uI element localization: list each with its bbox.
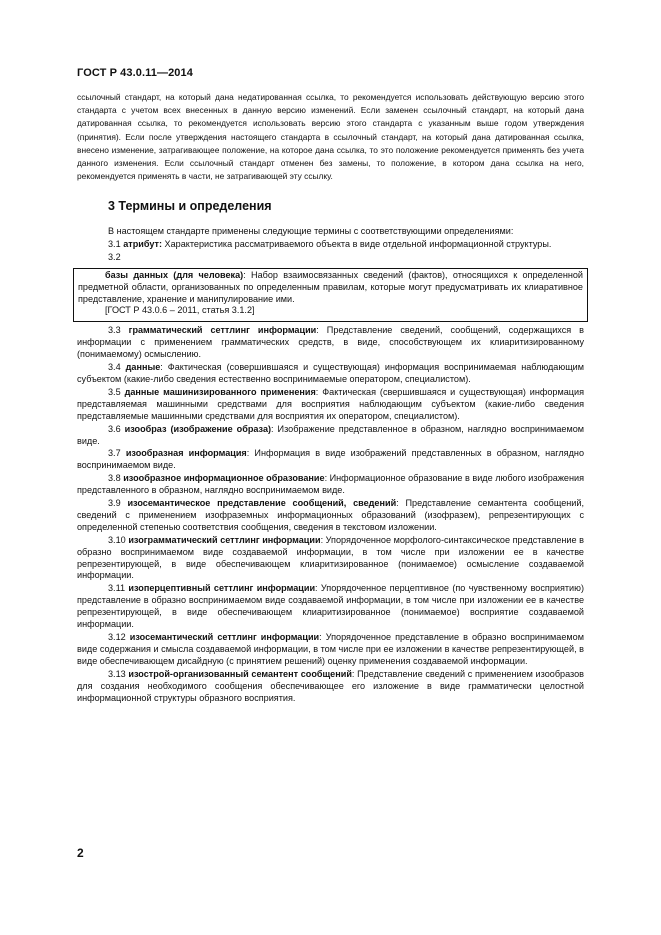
term-paragraph bbox=[77, 473, 584, 497]
term-paragraph bbox=[77, 325, 584, 361]
term-definition: : Изображение представленное в образном, наглядно воспринимаемом виде. bbox=[77, 423, 585, 446]
term-paragraph bbox=[77, 535, 584, 583]
term-definition: : Информация в виде изображений представленных в образном, наглядно воспринимаемом виде. bbox=[77, 448, 584, 471]
boxed-definition bbox=[73, 268, 588, 323]
term-definition: : Набор взаимосвязанных сведений (фактов), относящихся к определенной предметной области, организованных по определенным правилам, которые могут предусматривать их клиаративное представление, хранение и манипулирование ими. bbox=[78, 269, 583, 304]
page-number: 2 bbox=[77, 846, 84, 860]
term-definition: : Представление сведений, сообщений, содержащихся в информации с применением грамматических средств, в виде, способствующем их клиаритизированному (понимаемому) осмыслению. bbox=[77, 325, 585, 360]
term-definition: : Упорядоченное представление в образно воспринимаемом виде содержания и смысла создаваемой информации, в том числе при ее изложении в качестве репрезентирующей, в виде обеспечивающем дисайдную (с принятием решений) оценку применения создаваемой информации. bbox=[77, 632, 584, 666]
section-title: 3 Термины и определения bbox=[108, 199, 272, 213]
term-number: 3.9 bbox=[108, 498, 121, 509]
term-number: 3.7 bbox=[108, 448, 121, 459]
term-number: 3.13 bbox=[108, 668, 126, 679]
term-paragraph bbox=[77, 448, 584, 472]
term-definition: Характеристика рассматриваемого объекта в виде отдельной информационной структуры. bbox=[162, 238, 552, 249]
term-paragraph bbox=[77, 669, 584, 705]
term-definition: : Упорядоченное перцептивное (по чувственному восприятию) представление в образно воспринимаемом виде создаваемой информации, в том числе при изложении ее в качестве репрезентирующей, в виде обеспечивающем клиаритизированное (понимаемое) восприятие создаваемой информации. bbox=[77, 583, 584, 630]
term-definition: : Фактическая (свершившаяся и существующая) информация представляемая машинными средствами для восприятия наблюдающим субъектом (какие-либо сведения представляемые машинными средствами для восприятия их оператором, специалистом). bbox=[77, 386, 585, 421]
term-paragraph bbox=[77, 239, 584, 251]
term-number: 3.8 bbox=[108, 473, 121, 484]
term-definition: : Фактическая (совершившаяся и существующая) информация воспринимаемая наблюдающим субъектом (какие-либо сведения естественно воспринимаемые оператором, специалистом). bbox=[77, 362, 585, 384]
term-number: 3.5 bbox=[108, 386, 121, 397]
term-name: изоперцептивный сеттлинг информации bbox=[128, 583, 316, 594]
term-name: изосемантический сеттлинг информации bbox=[129, 632, 320, 642]
term-paragraph bbox=[77, 424, 584, 448]
term-name: изообраз (изображение образа) bbox=[124, 423, 272, 434]
intro-paragraph: ссылочный стандарт, на который дана недатированная ссылка, то рекомендуется использовать действующую версию этого стандарта с учетом всех внесенных в данную версию изменений. Если заменен ссылочный стандарт, на который дана датированная ссылка, то рекомендуется использовать версию этого стандарта с указанным выше годом утверждения (принятия). Если после утверждения настоящего стандарта в ссылочный стандарт, на который дана датированная ссылка, внесено изменение, затрагивающее положение, на которое дана ссылка, то это положение рекомендуется применять без учета данного изменения. Если ссылочный стандарт отменен без замены, то положение, в котором дана ссылка на него, рекомендуется применять в части, не затрагивающей эту ссылку. bbox=[77, 92, 584, 182]
term-paragraph bbox=[77, 362, 584, 386]
term-number: 3.11 bbox=[108, 583, 126, 594]
term-name: данные машинизированного применения bbox=[124, 386, 316, 397]
term-number: 3.2 bbox=[108, 251, 121, 262]
term-name: изосемантическое представление сообщений, сведений bbox=[127, 498, 397, 509]
document-header: ГОСТ Р 43.0.11—2014 bbox=[77, 67, 193, 79]
term-number: 3.12 bbox=[108, 632, 126, 642]
term-number: 3.1 bbox=[108, 238, 121, 249]
term-paragraph bbox=[77, 632, 584, 668]
term-name: изообразное информационное образование bbox=[123, 473, 325, 484]
term-definition: : Информационное образование в виде любого изображения представленного в образном, наглядно воспринимаемом виде. bbox=[77, 473, 584, 496]
term-definition: : Представление семантента сообщений, сведений с применением изофраземных информационных образований (изофразем), репрезентирующих с определенной степенью соответствия сообщения, сведения в текстовом изложении. bbox=[77, 498, 584, 532]
term-number: 3.10 bbox=[108, 534, 126, 545]
term-name: изограмматический сеттлинг информации bbox=[128, 534, 321, 545]
term-paragraph bbox=[78, 270, 583, 306]
term-number: 3.4 bbox=[108, 362, 121, 373]
term-reference: [ГОСТ Р 43.0.6 – 2011, статья 3.1.2] bbox=[105, 305, 255, 316]
term-number-only bbox=[77, 252, 584, 264]
term-name: изообразная информация bbox=[125, 448, 247, 459]
term-paragraph bbox=[77, 498, 584, 534]
term-name: базы данных (для человека) bbox=[105, 269, 244, 280]
terms-body bbox=[77, 226, 584, 705]
term-number: 3.6 bbox=[108, 423, 121, 434]
term-paragraph bbox=[77, 387, 584, 423]
term-name: изострой-организованный семантент сообщений bbox=[128, 668, 352, 679]
term-definition: : Упорядоченное морфолого-синтаксическое представление в образно воспринимаемом виде создаваемой информации, в том числе при изложении ее в качестве репрезентирующей, в виде обеспечивающем клиаритизированное (понимаемое) осмысление создаваемой информации. bbox=[77, 534, 584, 581]
term-paragraph bbox=[77, 583, 584, 631]
term-number: 3.3 bbox=[108, 325, 121, 336]
term-name: грамматический сеттлинг информации bbox=[128, 325, 317, 336]
term-name: данные bbox=[125, 362, 161, 373]
term-name: атрибут: bbox=[123, 238, 162, 249]
lead-paragraph: В настоящем стандарте применены следующие термины с соответствующими определениями: bbox=[108, 226, 514, 236]
term-definition: : Представление сведений с применением изообразов для создания необходимого сообщения обеспечивающее его изложение в виде грамматически целостной информационной структуры образного восприятия. bbox=[77, 668, 584, 703]
